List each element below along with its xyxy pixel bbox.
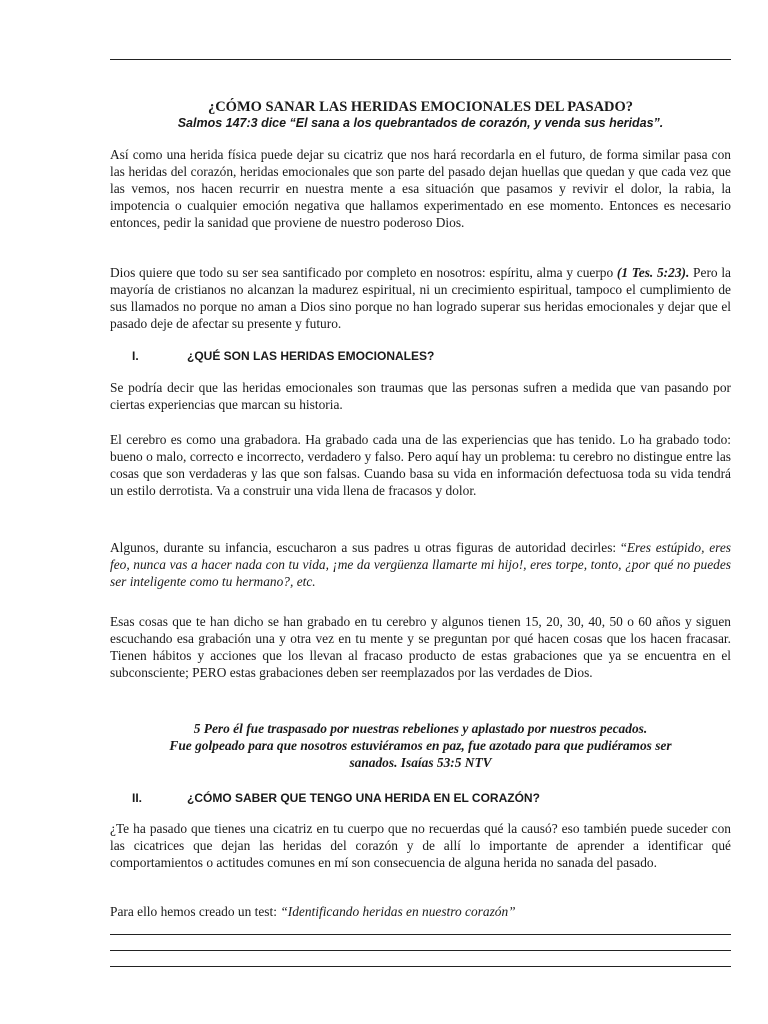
- document-subtitle: Salmos 147:3 dice “El sana a los quebrantados de corazón, y venda sus heridas”.: [177, 116, 664, 130]
- paragraph-2: [110, 265, 731, 333]
- section-1-heading: [110, 348, 731, 364]
- paragraph-2-text-a: Dios quiere que todo su ser sea santificado por completo en nosotros: espíritu, alma y cuerpo: [110, 265, 617, 280]
- verse-line-2: Fue golpeado para que nosotros estuviéramos en paz, fue azotado para que pudiéramos ser: [169, 738, 672, 753]
- section-1-title: ¿QUÉ SON LAS HERIDAS EMOCIONALES?: [187, 349, 435, 363]
- section-2-heading: [110, 790, 731, 806]
- bible-verse: [110, 720, 731, 771]
- paragraph-4: El cerebro es como una grabadora. Ha grabado cada una de las experiencias que has tenido. Lo ha grabado todo: bueno o malo, correcto e incorrecto, verdadero y falso. Pero aquí hay un problema: tu cerebro no distingue entre las cosas que son verdaderas y las que son falsas. Cuando basa su vida en información defectuosa toda su vida tendrá un estilo derrotista. Va a construir una vida llena de fracasos y dolor.: [110, 432, 731, 498]
- paragraph-8: [110, 904, 731, 921]
- verse-line-1: 5 Pero él fue traspasado por nuestras rebeliones y aplastado por nuestros pecados.: [193, 721, 648, 736]
- paragraph-8-text: Para ello hemos creado un test:: [110, 904, 281, 919]
- section-2-title: ¿CÓMO SABER QUE TENGO UNA HERIDA EN EL CORAZÓN?: [187, 791, 540, 805]
- test-title: “Identificando heridas en nuestro corazón”: [280, 904, 516, 919]
- top-rule: [110, 59, 731, 60]
- paragraph-3: Se podría decir que las heridas emocionales son traumas que las personas sufren a medida que van pasando por ciertas experiencias que marcan su historia.: [110, 380, 731, 412]
- paragraph-5-quote: Eres estúpido, eres feo, nunca vas a hacer nada con tu vida, ¡me da vergüenza llamarte mi hijo!, eres torpe, tonto, ¿por qué no puedes ser inteligente como tu hermano?, etc.: [110, 540, 732, 589]
- section-2-number: II.: [132, 791, 143, 805]
- paragraph-5-text: Algunos, durante su infancia, escucharon a sus padres u otras figuras de autoridad decirles: “: [110, 540, 627, 555]
- paragraph-6: Esas cosas que te han dicho se han grabado en tu cerebro y algunos tienen 15, 20, 30, 40, 50 o 60 años y siguen escuchando esa grabación una y otra vez en tu mente y se preguntan por qué hacen cosas que los hacen fracasar. Tienen hábitos y acciones que los llevan al fracaso producto de estas grabaciones que ya se encuentra en el subconsciente; PERO estas grabaciones deben ser reemplazados por las verdades de Dios.: [110, 614, 731, 680]
- blank-line-1: [110, 934, 731, 935]
- paragraph-2-text-b: Pero la mayoría de cristianos no alcanzan la madurez espiritual, ni un crecimiento espiritual, tampoco el cumplimiento de sus llamados no porque no aman a Dios sino porque no han logrado superar sus heridas emocionales y dejar que el pasado deje de afectar su presente y futuro.: [110, 265, 731, 331]
- paragraph-1: Así como una herida física puede dejar su cicatriz que nos hará recordarla en el futuro, de forma similar pasa con las heridas del corazón, heridas emocionales que son parte del pasado dejan huellas que quedan y que cada vez que las vemos, nos hacen recurrir en nuestra mente a esa situación que pasamos y revivir el dolor, la rabia, la impotencia o cualquier emoción negativa que hallamos experimentado en ese momento. Entonces es necesario entonces, pedir la sanidad que proviene de nuestro poderoso Dios.: [110, 147, 731, 230]
- paragraph-7: ¿Te ha pasado que tienes una cicatriz en tu cuerpo que no recuerdas qué la causó? eso también puede suceder con las cicatrices que dejan las heridas del corazón y de allí lo importante de aprender a identificar qué comportamientos o actitudes comunes en mí son consecuencia de alguna herida no sanada del pasado.: [110, 821, 731, 870]
- paragraph-5: [110, 540, 731, 591]
- document-title: ¿CÓMO SANAR LAS HERIDAS EMOCIONALES DEL PASADO?: [207, 99, 634, 115]
- verse-line-3: sanados. Isaías 53:5 NTV: [349, 755, 492, 770]
- blank-line-2: [110, 950, 731, 951]
- section-1-number: I.: [132, 349, 139, 363]
- blank-line-3: [110, 966, 731, 967]
- bible-reference: (1 Tes. 5:23).: [616, 265, 690, 280]
